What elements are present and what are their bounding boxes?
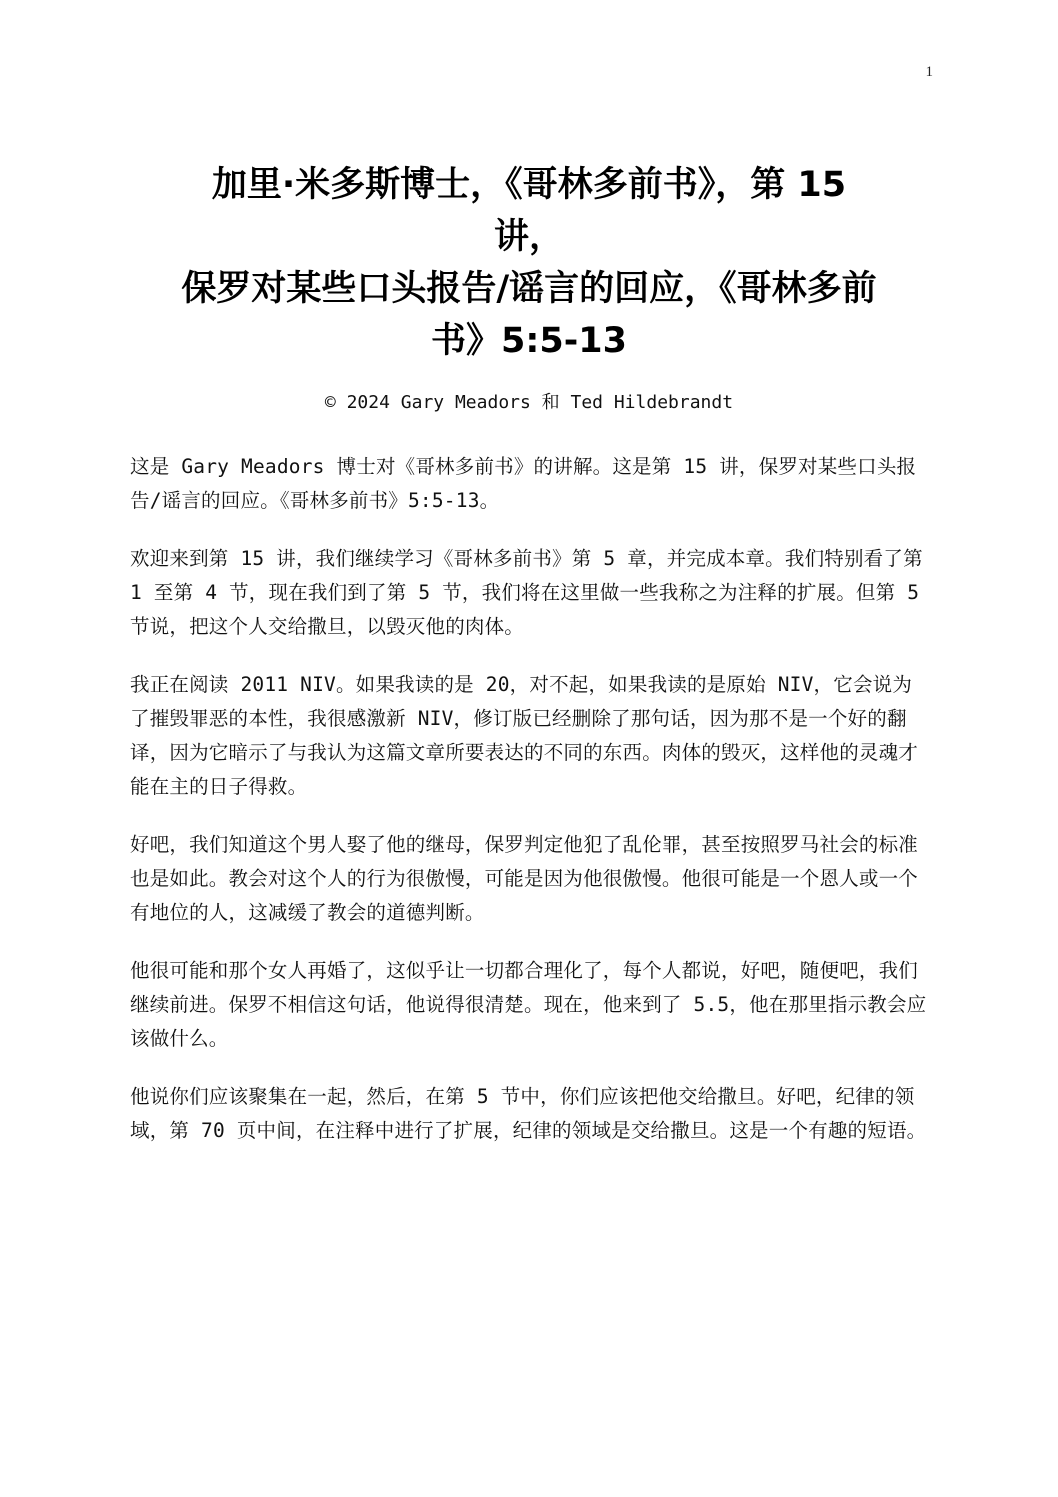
title-line-3: 保罗对某些口头报告/谣言的回应，《哥林多前	[181, 269, 877, 310]
paragraph-intro: 这是 Gary Meadors 博士对《哥林多前书》的讲解。这是第 15 讲，保罗对某些口头报告/谣言的回应。《哥林多前书》5:5-13。	[130, 455, 917, 512]
paragraph-remarried: 他很可能和那个女人再婚了，这似乎让一切都合理化了，每个人都说，好吧，随便吧，我们继续前进。保罗不相信这句话，他说得很清楚。现在，他来到了 5.5，他在那里指示教会应该做什么。	[130, 959, 927, 1050]
page-number: 1	[925, 64, 933, 80]
document-title	[130, 159, 928, 367]
paragraph-hand-over-to-satan: 他说你们应该聚集在一起，然后，在第 5 节中，你们应该把他交给撒旦。好吧，纪律的领域，第 70 页中间，在注释中进行了扩展，纪律的领域是交给撒旦。这是一个有趣的短语。	[130, 1085, 927, 1142]
paragraph-stepmother: 好吧，我们知道这个男人娶了他的继母，保罗判定他犯了乱伦罪，甚至按照罗马社会的标准也是如此。教会对这个人的行为很傲慢，可能是因为他很傲慢。他很可能是一个恩人或一个有地位的人，这减缓了教会的道德判断。	[130, 833, 919, 924]
title-line-2: 讲，	[493, 217, 564, 258]
copyright-line: © 2024 Gary Meadors 和 Ted Hildebrandt	[324, 392, 734, 413]
title-line-4: 书》5:5-13	[431, 321, 627, 362]
paragraph-niv-reading: 我正在阅读 2011 NIV。如果我读的是 20，对不起，如果我读的是原始 NIV，它会说为了摧毁罪恶的本性，我很感激新 NIV，修订版已经删除了那句话，因为那不是一个好的翻译，因为它暗示了与我认为这篇文章所要表达的不同的东西。肉体的毁灭，这样他的灵魂才能在主的日子得救。	[130, 673, 919, 798]
title-line-1: 加里·米多斯博士，《哥林多前书》，第 15	[211, 165, 847, 206]
document-body	[130, 450, 928, 1172]
paragraph-welcome: 欢迎来到第 15 讲，我们继续学习《哥林多前书》第 5 章，并完成本章。我们特别看了第 1 至第 4 节，现在我们到了第 5 节，我们将在这里做一些我称之为注释的扩展。但第 5 节说，把这个人交给撒旦，以毁灭他的肉体。	[130, 547, 923, 638]
